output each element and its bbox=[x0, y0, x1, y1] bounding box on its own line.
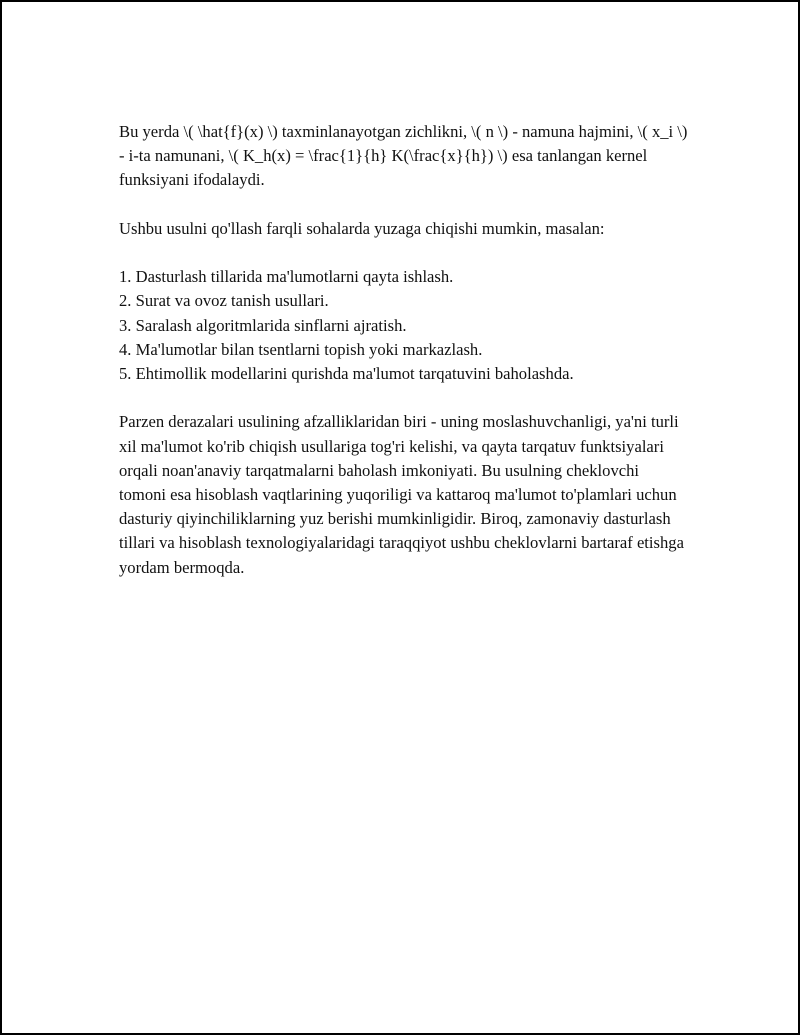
list-item: 2. Surat va ovoz tanish usullari. bbox=[119, 291, 329, 311]
list-item: 1. Dasturlash tillarida ma'lumotlarni qayta ishlash. bbox=[119, 267, 454, 287]
list-item: 5. Ehtimollik modellarini qurishda ma'lumot tarqatuvini baholashda. bbox=[119, 364, 574, 383]
applications-list bbox=[119, 265, 689, 386]
paragraph-spacer bbox=[119, 193, 689, 217]
list-item: 4. Ma'lumotlar bilan tsentlarni topish yoki markazlash. bbox=[119, 339, 483, 359]
paragraph-applications-intro: Ushbu usulni qo'llash farqli sohalarda yuzaga chiqishi mumkin, masalan: bbox=[119, 218, 605, 238]
paragraph-spacer bbox=[119, 386, 689, 410]
document-body bbox=[119, 120, 689, 580]
paragraph-advantages-limitations: Parzen derazalari usulining afzalliklaridan biri - uning moslashuvchanligi, ya'ni turli xil ma'lumot ko'rib chiqish usullariga tog'ri kelishi, va qayta tarqatuv funktsiyalari orqali noan'anaviy tarqatmalarni baholash imkoniyati. Bu usulning cheklovchi tomoni esa hisoblash vaqtlarining yuqoriligi va kattaroq ma'lumot to'plamlari uchun dasturiy qiyinchiliklarning yuz berishi mumkinligidir. Biroq, zamonaviy dasturlash tillari va hisoblash texnologiyalaridagi taraqqiyot ushbu cheklovlarni bartaraf etishga yordam bermoqda. bbox=[119, 412, 684, 577]
list-item: 3. Saralash algoritmlarida sinflarni ajratish. bbox=[119, 315, 407, 335]
paragraph-spacer bbox=[119, 241, 689, 265]
paragraph-formula-explanation: Bu yerda \( \hat{f}(x) \) taxminlanayotgan zichlikni, \( n \) - namuna hajmini, \( x_i \) - i-ta namunani, \( K_h(x) = \frac{1}{h} K(\frac{x}{h}) \) esa tanlangan kernel funksiyani ifodalaydi. bbox=[119, 122, 688, 190]
